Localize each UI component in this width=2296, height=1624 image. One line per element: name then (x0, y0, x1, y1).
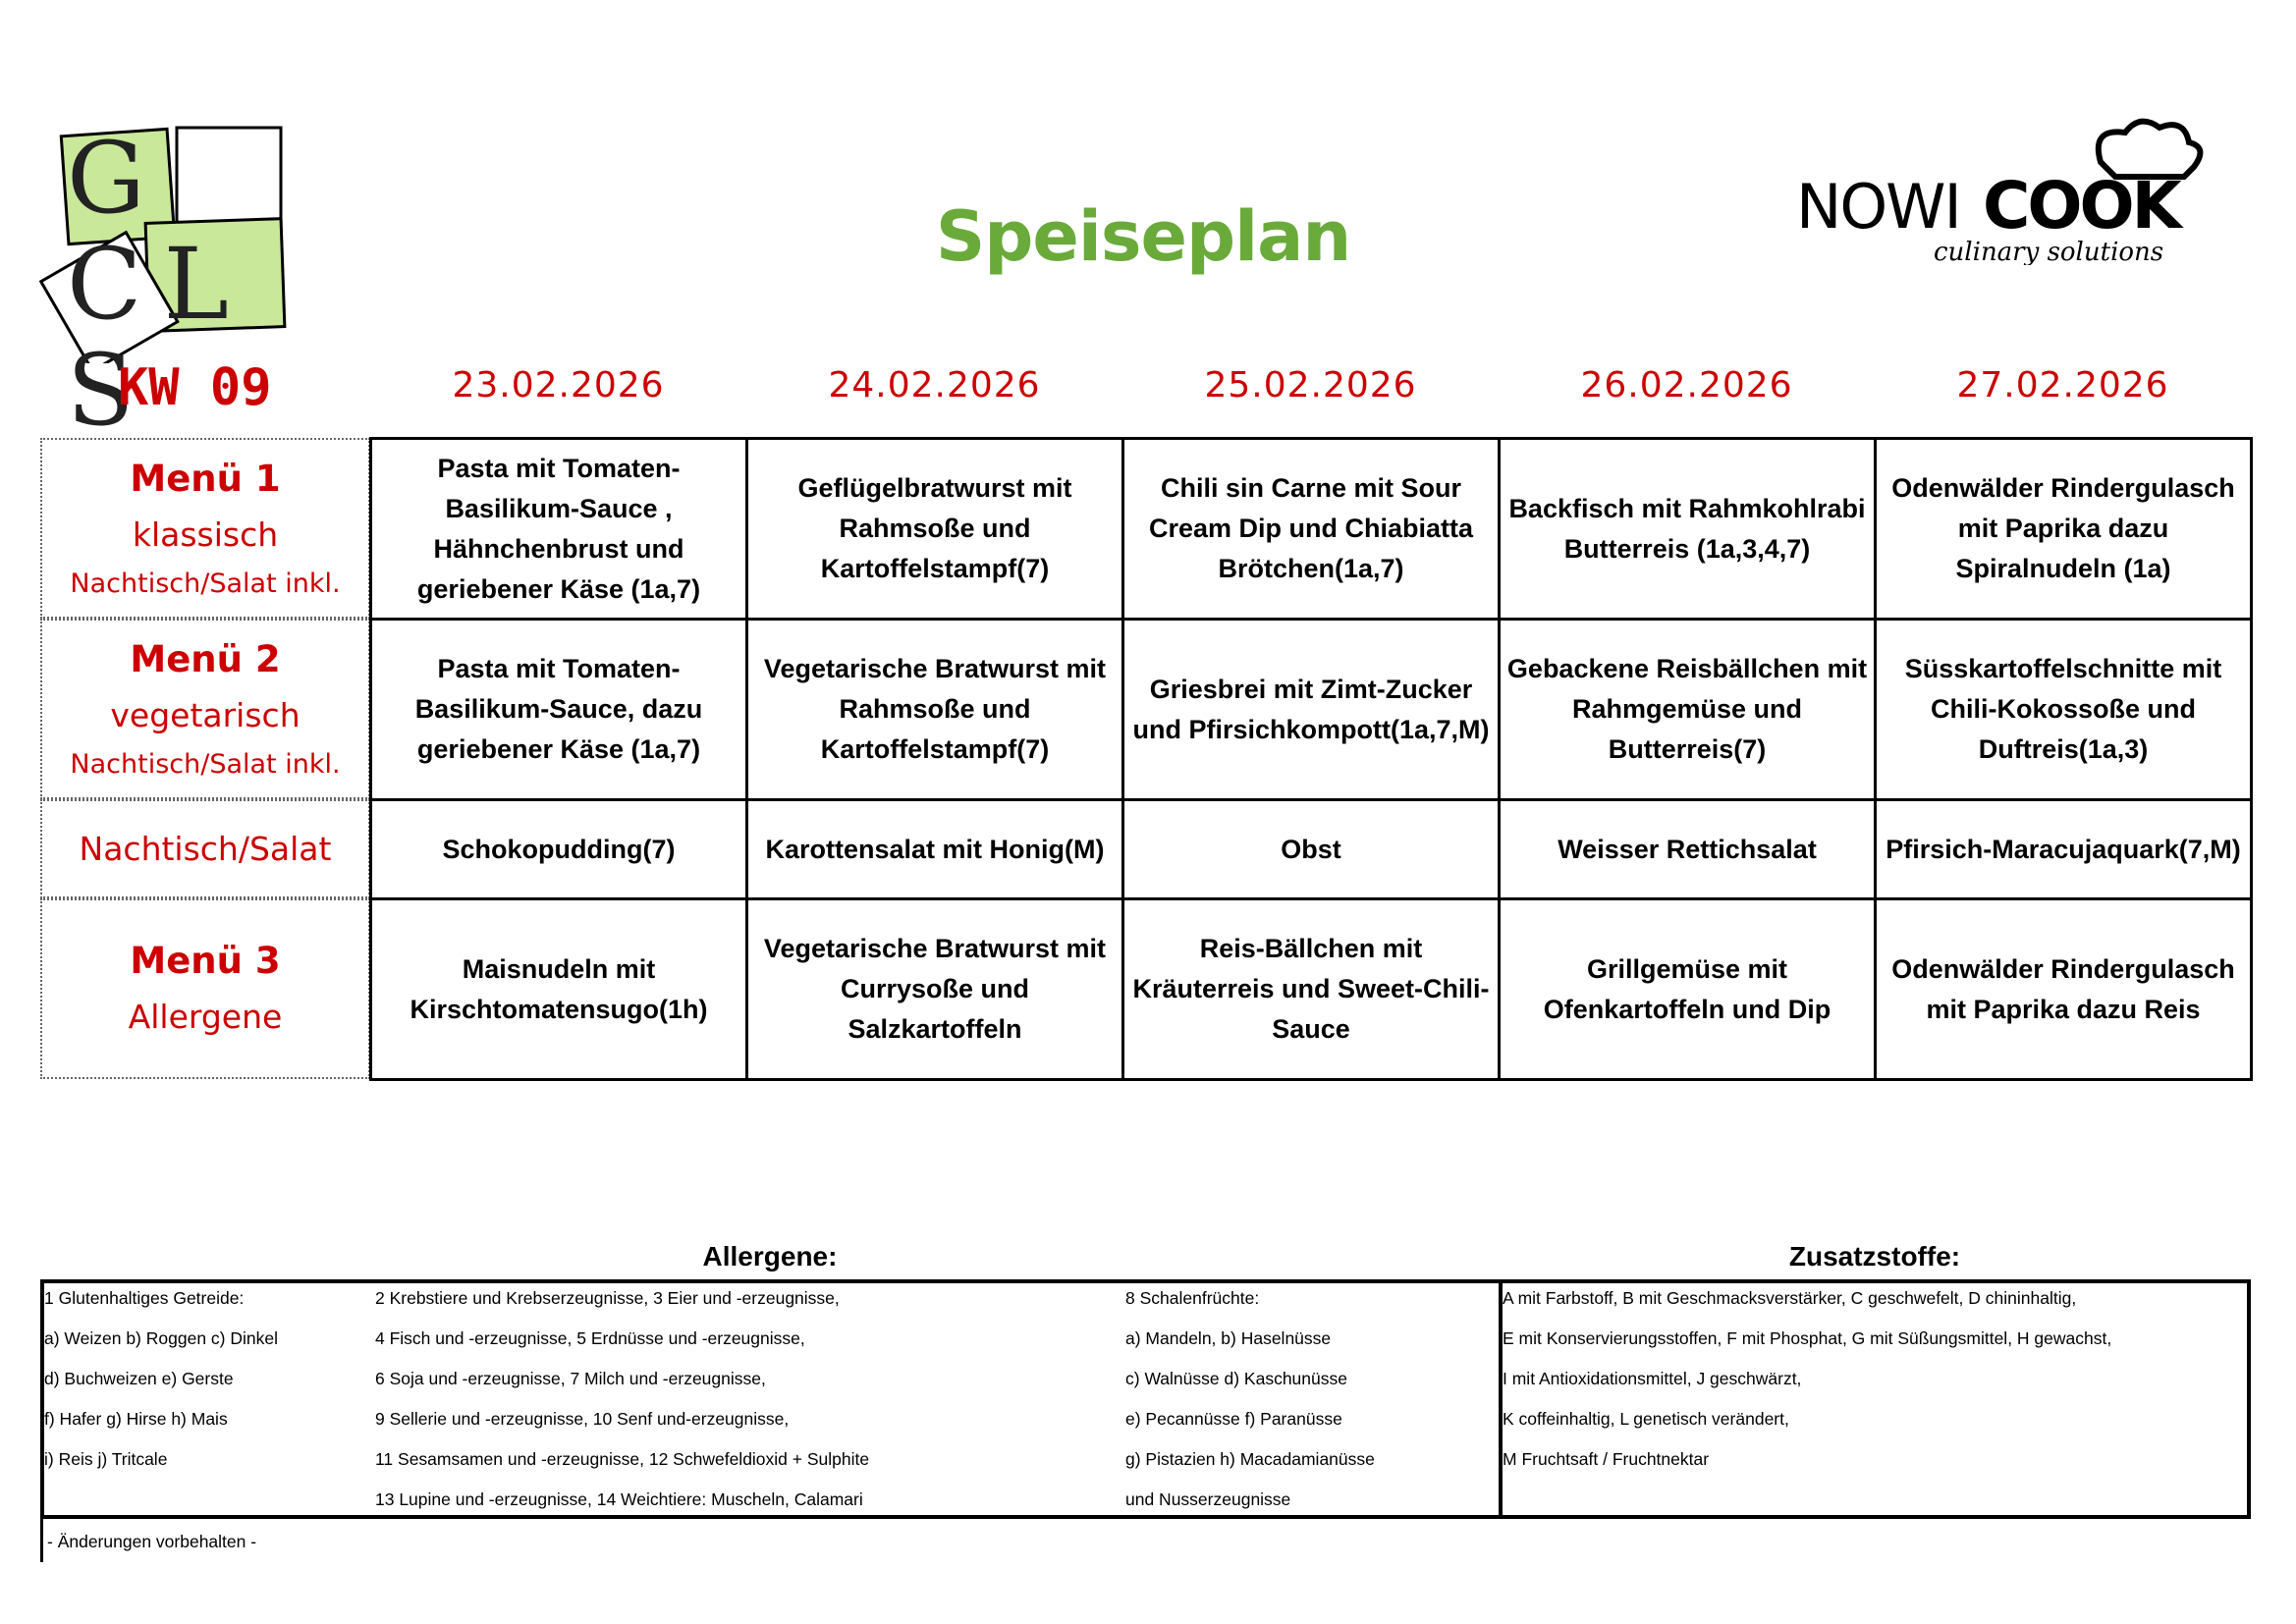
legend-line: 8 Schalenfrüchte: (1125, 1288, 1260, 1308)
changes-note: - Änderungen vorbehalten - (47, 1532, 257, 1551)
row-label-line: klassisch (132, 515, 279, 554)
nowicook-logo (1796, 118, 2218, 265)
meal-cell: Weisser Rettichsalat (1498, 798, 1877, 900)
meal-cell: Vegetarische Bratwurst mit Currysoße und Salzkartoffeln (745, 897, 1124, 1081)
legend-line: 2 Krebstiere und Krebserzeugnisse, 3 Eier und -erzeugnisse, (375, 1288, 840, 1308)
legend-line: und Nusserzeugnisse (1125, 1489, 1291, 1509)
svg-text:NOWI: NOWI (1796, 171, 1960, 243)
meal-cell: Obst (1121, 798, 1501, 900)
legend-line: a) Weizen b) Roggen c) Dinkel (44, 1328, 278, 1348)
legend-line: 13 Lupine und -erzeugnisse, 14 Weichtiere: Muscheln, Calamari (375, 1489, 863, 1509)
meal-cell: Maisnudeln mit Kirschtomatensugo(1h) (369, 897, 748, 1081)
row-label-line: Nachtisch/Salat inkl. (70, 749, 341, 780)
legend-line: g) Pistazien h) Macadamianüsse (1125, 1449, 1375, 1469)
meal-cell: Grillgemüse mit Ofenkartoffeln und Dip (1498, 897, 1877, 1081)
page-title: Speiseplan (935, 196, 1351, 277)
meal-cell: Pasta mit Tomaten-Basilikum-Sauce, dazu geriebener Käse (1a,7) (369, 618, 748, 801)
additives-heading: Zusatzstoffe: (1788, 1241, 1961, 1272)
meal-cell: Geflügelbratwurst mit Rahmsoße und Kartoffelstampf(7) (745, 437, 1124, 621)
legend-box (40, 1279, 2251, 1519)
legend-line: E mit Konservierungsstoffen, F mit Phosphat, G mit Süßungsmittel, H gewachst, (1503, 1328, 2112, 1348)
legend-line: d) Buchweizen e) Gerste (44, 1369, 234, 1388)
legend-line: 9 Sellerie und -erzeugnisse, 10 Senf und-erzeugnisse, (375, 1409, 790, 1429)
meal-cell: Gebackene Reisbällchen mit Rahmgemüse und Butterreis(7) (1498, 618, 1877, 801)
chef-hat-icon (1796, 118, 2218, 265)
legend-divider (1499, 1279, 1503, 1519)
meal-cell: Chili sin Carne mit Sour Cream Dip und Chiabiatta Brötchen(1a,7) (1121, 437, 1501, 621)
date-tue: 24.02.2026 (828, 365, 1041, 406)
meal-cell: Vegetarische Bratwurst mit Rahmsoße und Kartoffelstampf(7) (745, 618, 1124, 801)
svg-text:culinary solutions: culinary solutions (1934, 238, 2164, 265)
meal-cell: Odenwälder Rindergulasch mit Paprika dazu Reis (1874, 897, 2253, 1081)
svg-text:COOK: COOK (1983, 168, 2179, 244)
date-wed: 25.02.2026 (1204, 365, 1417, 406)
meal-cell: Schokopudding(7) (369, 798, 748, 900)
legend-line: K coffeinhaltig, L genetisch verändert, (1503, 1409, 1789, 1429)
row-label (40, 799, 370, 898)
meal-cell: Griesbrei mit Zimt-Zucker und Pfirsichkompott(1a,7,M) (1121, 618, 1501, 801)
legend-line: e) Pecannüsse f) Paranüsse (1125, 1409, 1342, 1429)
date-fri: 27.02.2026 (1956, 365, 2169, 406)
row-label-line: Menü 1 (130, 458, 281, 500)
note-border (40, 1519, 43, 1562)
legend-line: I mit Antioxidationsmittel, J geschwärzt, (1503, 1369, 1802, 1388)
menu-table (40, 438, 2251, 1079)
meal-cell: Süsskartoffelschnitte mit Chili-Kokossoße und Duftreis(1a,3) (1874, 618, 2253, 801)
legend-line: A mit Farbstoff, B mit Geschmacksverstärker, C geschwefelt, D chininhaltig, (1503, 1288, 2077, 1308)
meal-cell: Backfisch mit Rahmkohlrabi Butterreis (1a,3,4,7) (1498, 437, 1877, 621)
row-label (40, 619, 370, 799)
legend-line: f) Hafer g) Hirse h) Mais (44, 1409, 228, 1429)
date-mon: 23.02.2026 (452, 365, 665, 406)
meal-cell: Pasta mit Tomaten-Basilikum-Sauce , Hähnchenbrust und geriebener Käse (1a,7) (369, 437, 748, 621)
meal-cell: Odenwälder Rindergulasch mit Paprika dazu Spiralnudeln (1a) (1874, 437, 2253, 621)
school-logo-letters: GCLS (67, 121, 250, 448)
legend-line: M Fruchtsaft / Fruchtnektar (1503, 1449, 1710, 1469)
legend-line: 11 Sesamsamen und -erzeugnisse, 12 Schwefeldioxid + Sulphite (375, 1449, 870, 1469)
row-label-line: Allergene (128, 998, 283, 1036)
meal-cell: Pfirsich-Maracujaquark(7,M) (1874, 798, 2253, 900)
legend-line: 6 Soja und -erzeugnisse, 7 Milch und -erzeugnisse, (375, 1369, 766, 1388)
row-label-line: Nachtisch/Salat inkl. (70, 568, 341, 599)
row-label-line: Nachtisch/Salat (79, 829, 332, 868)
legend-line: a) Mandeln, b) Haselnüsse (1125, 1328, 1332, 1348)
legend-line: c) Walnüsse d) Kaschunüsse (1125, 1369, 1347, 1388)
legend-line: 4 Fisch und -erzeugnisse, 5 Erdnüsse und -erzeugnisse, (375, 1328, 805, 1348)
date-thu: 26.02.2026 (1580, 365, 1793, 406)
row-label (40, 898, 370, 1079)
row-label-line: Menü 2 (130, 638, 281, 680)
row-label-line: Menü 3 (130, 940, 281, 982)
allergens-heading: Allergene: (702, 1241, 838, 1272)
meal-cell: Karottensalat mit Honig(M) (745, 798, 1124, 900)
meal-cell: Reis-Bällchen mit Kräuterreis und Sweet-Chili-Sauce (1121, 897, 1501, 1081)
legend-line: i) Reis j) Tritcale (44, 1449, 168, 1469)
legend-line: 1 Glutenhaltiges Getreide: (44, 1288, 245, 1308)
row-label-line: vegetarisch (110, 696, 301, 734)
week-number: KW 09 (118, 358, 272, 417)
row-label (40, 438, 370, 619)
